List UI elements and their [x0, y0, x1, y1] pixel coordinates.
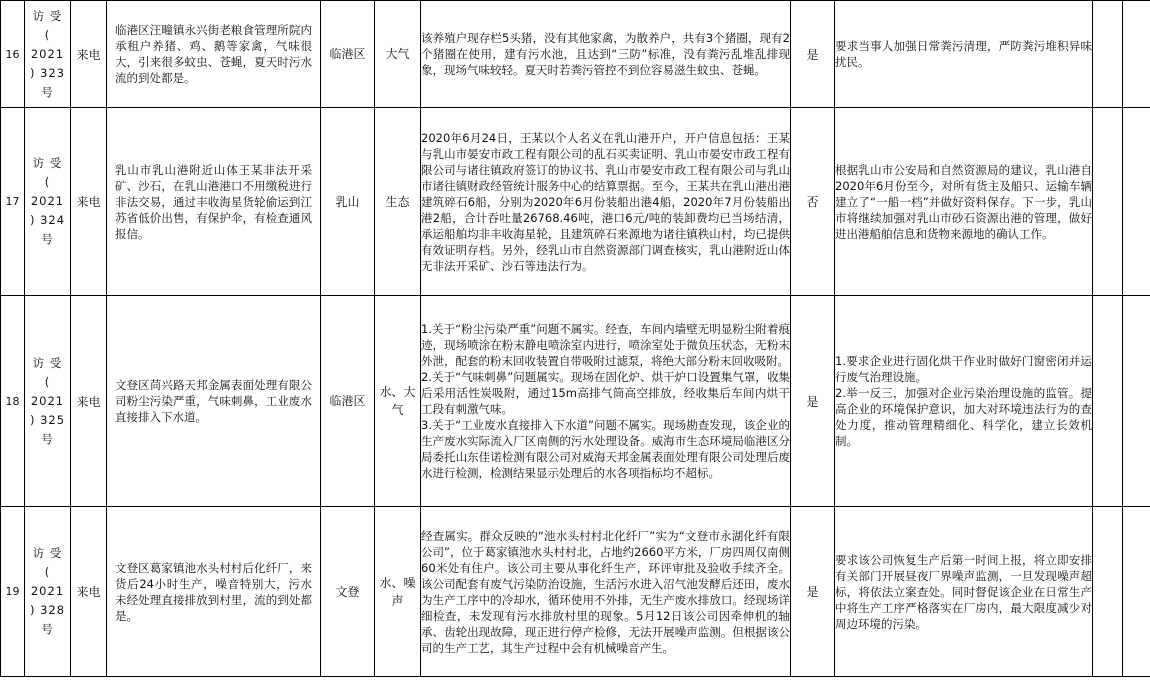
cell-line: 1.要求企业进行固化烘干作业时做好门窗密闭并运行废气治理设施。: [835, 354, 1092, 384]
cell-line: ) 325: [29, 412, 66, 427]
cell-line: 号: [41, 232, 54, 246]
cell-line: ) 324: [29, 213, 66, 227]
cell-line: 1.关于“粉尘污染严重”问题不属实。经查，车间内墙壁无明显粉尘附着痕迹，现场喷涂在粉末静电喷涂室内进行，喷涂室处于微负压状态，无粉末外泄，配套的粉末回收装置自带吸附过滤泵，将绝大部分粉末回收吸附。: [421, 322, 790, 368]
source-cell: 来电: [71, 296, 107, 507]
cell-line: (: [44, 565, 51, 579]
findings-cell: [421, 1, 791, 108]
measures-cell: [835, 296, 1093, 507]
cell-line: 根据乳山市公安局和自然资源局的建议，乳山港自2020年6月份至今，对所有货主及船只、运输车辆建立了“一船一档”并做好资料保存。下一步，乳山市将继续加强对乳山市砂石资源出港的管理，做好进出港船舶信息和货物来源地的确认工作。: [835, 162, 1092, 241]
empty-cell: [1093, 507, 1123, 677]
empty-cell: [1093, 108, 1123, 296]
findings-cell: [421, 108, 791, 296]
area-cell: 乳山: [321, 108, 375, 296]
cell-line: 2020年6月24日，王某以个人名义在乳山港开户，开户信息包括：王某与乳山市晏安市政工程有限公司的乱石买卖证明、乳山市晏安市政工程有限公司与诸往镇政府签订的协议书、乳山市晏安市政工程有限公司与乳山市诸往镇财政经管统计服务中心的结算票据。至今，王某共在乳山港出港建筑碎石6船，分别为2020年6月份装船出港4船，2020年7月份装船出港2船，合计吞吐量26768.46吨，港口6元/吨的装卸费均已当场结清，承运船舶均非丰收海星轮，且建筑碎石来源地为诸往镇秩山村，均已提供有效证明存档。另外，经乳山市自然资源部门调查核实，乳山港附近山体无非法开采矿、沙石等违法行为。: [421, 130, 790, 273]
cell-line: 访 受: [32, 156, 63, 170]
pollution-type-cell: [375, 1, 421, 108]
pollution-type-cell: [375, 507, 421, 677]
complaint-cell: 文登区苘兴路天邦金属表面处理有限公司粉尘污染严重，气味刺鼻，工业废水直接排入下水道。: [107, 296, 321, 507]
pollution-type-cell: [375, 108, 421, 296]
source-cell: 来电: [71, 108, 107, 296]
cell-line: 水、噪: [379, 575, 416, 590]
cell-line: (: [44, 175, 51, 189]
cell-line: 经查属实。群众反映的“池水头村村北化纤厂”实为“文登市永湖化纤有限公司”，位于葛家镇池水头村村北，占地约2660平方米，厂房四周仅南侧60米处有住户。该公司主要从事化纤生产，环评审批及验收手续齐全。该公司配套有废气污染防治设施，生活污水进入沼气池发酵后还田，废水为生产工序中的冷却水，循环使用不外排，无生产废水排放口。经现场详细检查，未发现有污水排放村里的现象。5月12日该公司因牵伸机的轴承、齿轮出现故障，现正进行停产检修，无法开展噪声监测。但根据该公司的生产工艺，其生产过程中会有机械噪音产生。: [421, 528, 790, 655]
table-row: [1, 1, 1150, 108]
cell-line: 水、大: [379, 385, 416, 399]
verdict-cell: 否: [791, 108, 835, 296]
table-row: [1, 507, 1150, 677]
cell-line: 3.关于“工业废水直接排入下水道”问题不属实。现场勘查发现，该企业的生产废水实际流入厂区南侧的污水处理设备。威海市生态环境局临港区分局委托山东佳诺检测有限公司对威海天邦金属表面处理有限公司处理后废水进行检测，检测结果显示处理后的水各项指标均不超标。: [421, 418, 790, 480]
cell-line: 2021: [30, 393, 65, 408]
cell-line: (: [44, 27, 51, 42]
area-cell: 临港区: [321, 1, 375, 108]
cell-line: 访 受: [32, 8, 63, 23]
case-code-cell: [25, 296, 71, 507]
findings-cell: [421, 507, 791, 677]
area-cell: 文登: [321, 507, 375, 677]
case-code-cell: [25, 1, 71, 108]
complaint-cell: 乳山市乳山港附近山体王某非法开采矿、沙石，在乳山港港口不用缴税进行非法交易，通过丰收海星货轮偷运到江苏省低价出售，有保护伞，有检查通风报信。: [107, 108, 321, 296]
cell-line: 要求当事人加强日常粪污清理，严防粪污堆积异味扰民。: [835, 39, 1092, 69]
verdict-cell: 是: [791, 1, 835, 108]
cell-line: 号: [41, 431, 54, 446]
cell-line: 访 受: [32, 546, 63, 560]
source-cell: 来电: [71, 507, 107, 677]
cell-line: ) 328: [29, 603, 66, 617]
row-number-cell: 17: [1, 108, 25, 296]
verdict-cell: 是: [791, 507, 835, 677]
complaint-cell: 文登区葛家镇池水头村村后化纤厂，来货后24小时生产，噪音特别大，污水未经处理直接排放到村里，流的到处都是。: [107, 507, 321, 677]
verdict-cell: 是: [791, 296, 835, 507]
findings-cell: [421, 296, 791, 507]
empty-cell: [1123, 296, 1150, 507]
cell-line: 声: [391, 593, 404, 608]
empty-cell: [1123, 1, 1150, 108]
complaint-cell: 临港区汪疃镇永兴街老粮食管理所院内承租户养猪、鸡、鹅等家禽，气味很大，引来很多蚊虫、苍蝇，夏天时污水流的到处都是。: [107, 1, 321, 108]
cell-line: 2021: [30, 194, 65, 208]
cell-line: 号: [41, 84, 54, 99]
cell-line: 生态: [385, 194, 410, 209]
cell-line: 2.关于“气味刺鼻”问题属实。现场在固化炉、烘干炉口设置集气罩，收集后采用活性炭吸附，通过15m高排气筒高空排放，经收集后车间内烘干工段有刺激气味。: [421, 370, 790, 416]
cell-line: 气: [391, 403, 404, 417]
row-number-cell: 18: [1, 296, 25, 507]
table-row: [1, 296, 1150, 507]
cell-line: 访 受: [32, 355, 63, 370]
cell-line: (: [44, 374, 51, 389]
cell-line: 大气: [385, 47, 410, 61]
case-code-cell: [25, 507, 71, 677]
cell-line: 2021: [30, 46, 65, 61]
table-body: [1, 1, 1150, 677]
empty-cell: [1123, 507, 1150, 677]
row-number-cell: 19: [1, 507, 25, 677]
empty-cell: [1093, 296, 1123, 507]
cell-line: 号: [41, 622, 54, 636]
empty-cell: [1123, 108, 1150, 296]
measures-cell: [835, 1, 1093, 108]
pollution-type-cell: [375, 296, 421, 507]
cell-line: 2021: [30, 584, 65, 598]
cell-line: ) 323: [29, 65, 66, 80]
cell-line: 2.举一反三，加强对企业污染治理设施的监管。提高企业的环境保护意识，加大对环境违法行为的查处力度，推动管理精细化、科学化，建立长效机制。: [835, 386, 1092, 448]
cell-line: 要求该公司恢复生产后第一时间上报，将立即安排有关部门开展昼夜厂界噪声监测，一旦发现噪声超标，将依法立案查处。同时督促该企业在日常生产中将生产工序严格落实在厂房内，最大限度减少对周边环境的污染。: [835, 552, 1092, 631]
area-cell: 临港区: [321, 296, 375, 507]
cell-line: 该养殖户现存栏5头猪，没有其他家禽，为散养户，共有3个猪圈，现有2个猪圈在使用，建有污水池，且达到“三防”标准，没有粪污乱堆乱排现象，现场气味较轻。夏天时若粪污管控不到位容易滋生蚊虫、苍蝇。: [421, 31, 790, 77]
source-cell: 来电: [71, 1, 107, 108]
row-number-cell: 16: [1, 1, 25, 108]
empty-cell: [1093, 1, 1123, 108]
case-code-cell: [25, 108, 71, 296]
table-row: [1, 108, 1150, 296]
measures-cell: [835, 507, 1093, 677]
measures-cell: [835, 108, 1093, 296]
